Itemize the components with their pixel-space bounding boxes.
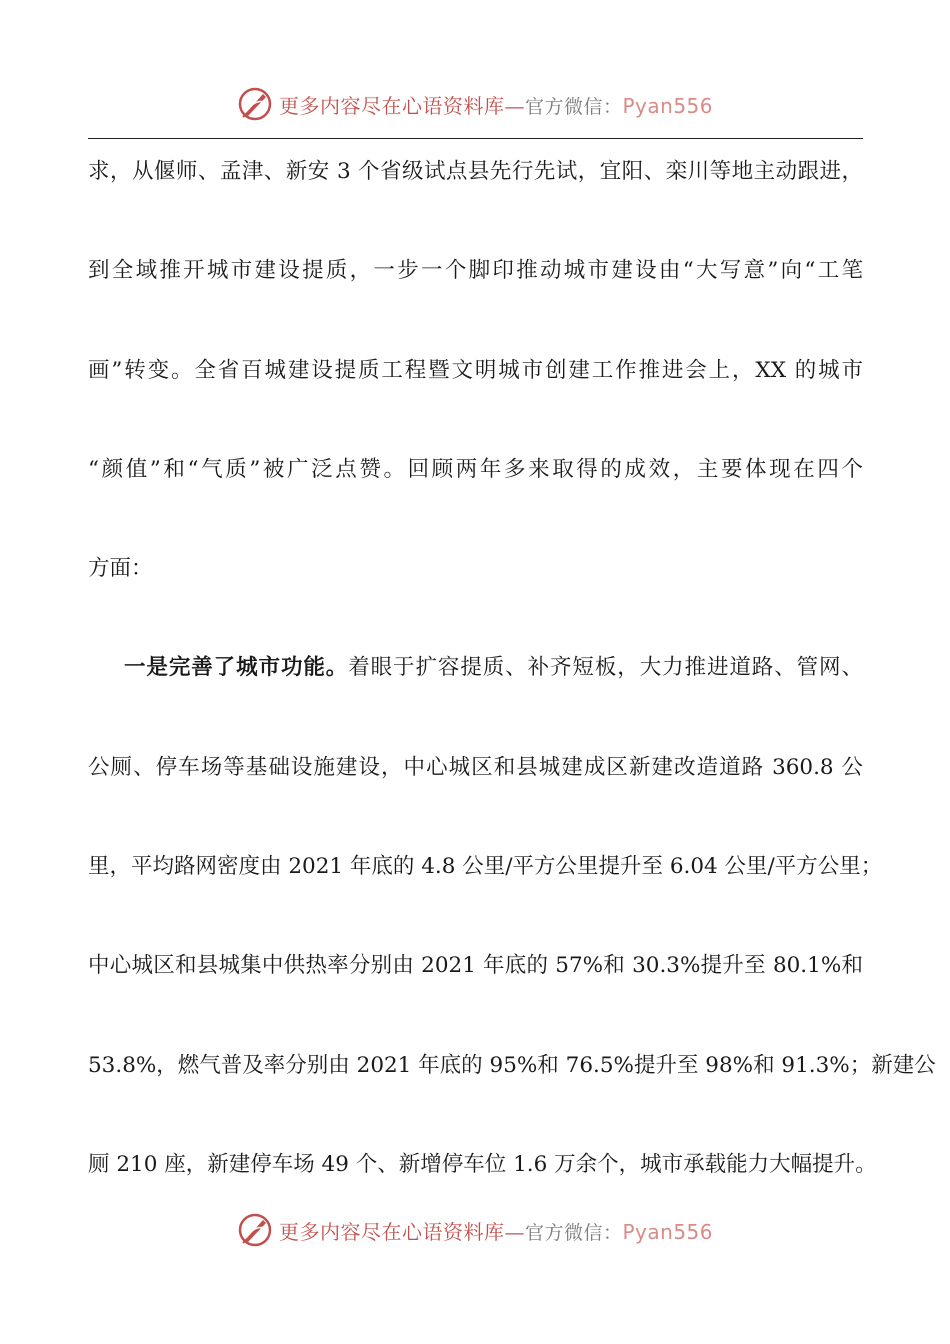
paragraph-line: 画”转变。全省百城建设提质工程暨文明城市创建工作推进会上，XX 的城市: [88, 357, 863, 383]
paragraph-line-first: [88, 646, 863, 745]
paragraph-line: 中心城区和县城集中供热率分别由 2021 年底的 57%和 30.3%提升至 80.1%和: [88, 953, 863, 979]
paragraph-line: 到全域推开城市建设提质，一步一个脚印推动城市建设由“大写意”向“工笔: [88, 258, 863, 284]
header-banner-handle: Pyan556: [622, 93, 714, 118]
header-banner-dash: —: [504, 93, 525, 118]
paragraph-line: 里，平均路网密度由 2021 年底的 4.8 公里/平方公里提升至 6.04 公里/平方公里；: [88, 854, 883, 880]
document-body: [88, 150, 936, 1242]
quill-logo-icon: [237, 1212, 273, 1248]
quill-logo-icon: [237, 86, 273, 122]
paragraph-line: “颜值”和“气质”被广泛点赞。回顾两年多来取得的成效，主要体现在四个: [88, 456, 863, 482]
section-heading-inline: 一是完善了城市功能。: [124, 655, 349, 681]
paragraph-line: 厕 210 座，新建停车场 49 个、新增停车位 1.6 万余个，城市承载能力大幅提升。: [88, 1151, 877, 1177]
header-banner: [0, 82, 950, 126]
header-banner-text: [279, 90, 713, 119]
footer-banner-text: [279, 1216, 713, 1245]
footer-banner-main: 更多内容尽在心语资料库: [278, 1219, 505, 1244]
paragraph-text: 着眼于扩容提质、补齐短板，大力推进道路、管网、: [348, 655, 863, 681]
paragraph-line: 53.8%，燃气普及率分别由 2021 年底的 95%和 76.5%提升至 98%和 91.3%；新建公: [88, 1052, 936, 1078]
footer-banner: [0, 1208, 950, 1252]
paragraph-line: 求，从偃师、孟津、新安 3 个省级试点县先行先试，宜阳、栾川等地主动跟进，: [88, 159, 863, 184]
header-divider: [88, 138, 863, 139]
footer-banner-handle: Pyan556: [622, 1219, 714, 1244]
footer-banner-wechat: 官方微信：: [524, 1221, 623, 1244]
footer-banner-dash: —: [504, 1219, 525, 1244]
header-banner-main: 更多内容尽在心语资料库: [278, 93, 505, 118]
paragraph-line: 方面：: [88, 556, 153, 582]
paragraph-line: 公厕、停车场等基础设施建设，中心城区和县城建成区新建改造道路 360.8 公: [88, 754, 863, 780]
header-banner-wechat: 官方微信：: [524, 95, 623, 118]
